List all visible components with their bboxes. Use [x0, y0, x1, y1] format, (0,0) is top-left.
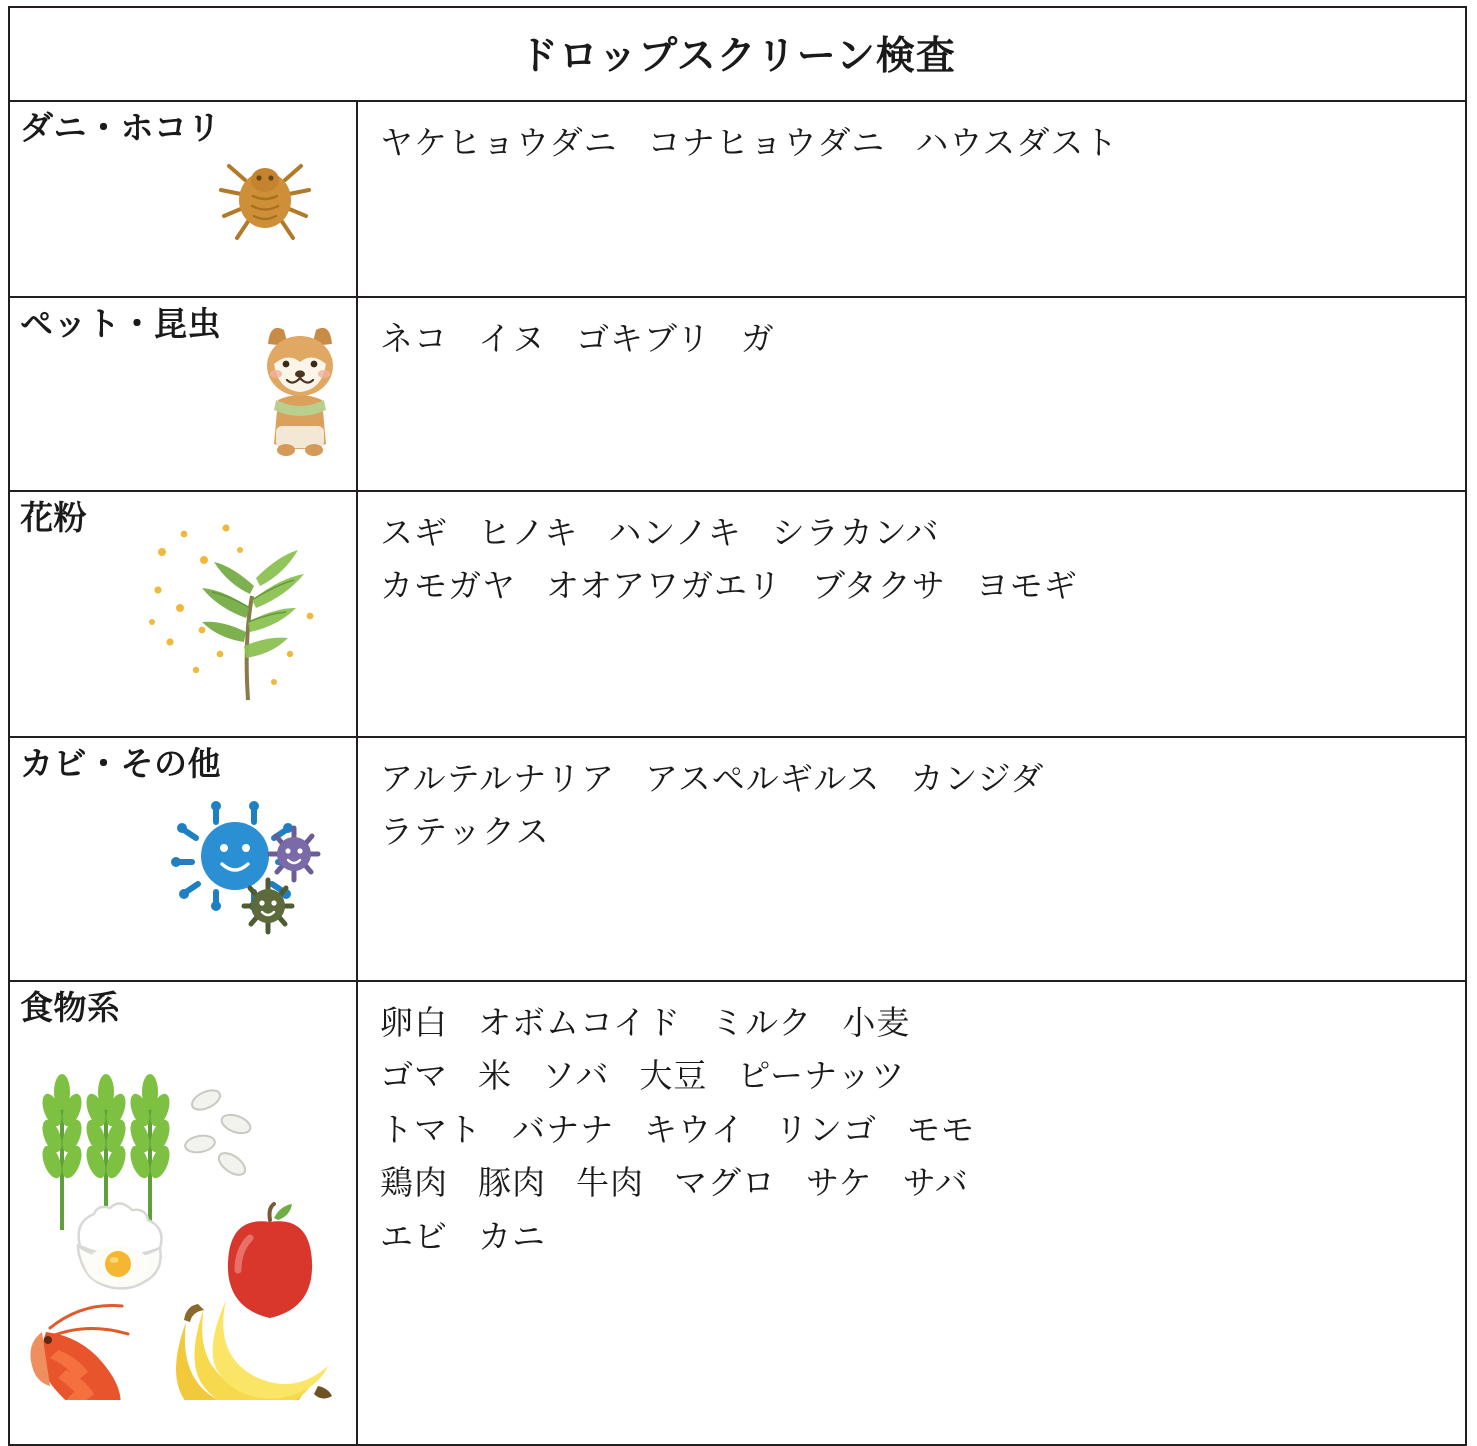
item-label: オオアワガエリ [546, 567, 783, 605]
item-line [380, 996, 1465, 1049]
drop-screen-test-table [8, 6, 1467, 1446]
item-label: トマト [380, 1110, 482, 1148]
item-label: ハウスダスト [915, 124, 1119, 161]
item-line [380, 1210, 1465, 1263]
item-line [380, 1156, 1465, 1209]
item-label: ソバ [542, 1057, 610, 1095]
food-icon [10, 1040, 358, 1400]
item-label: ミルク [711, 1004, 813, 1041]
table-row-pet-insect [9, 297, 1466, 491]
category-cell-food [9, 981, 357, 1445]
item-line [380, 116, 1465, 169]
item-label: ピーナッツ [737, 1057, 906, 1095]
item-label: 大豆 [639, 1057, 708, 1095]
table-row-food [9, 981, 1466, 1445]
document-page [0, 6, 1477, 1377]
mite-icon [215, 150, 325, 250]
item-line [380, 506, 1465, 559]
item-line [380, 805, 1465, 858]
items-cell-mite-dust [357, 101, 1466, 297]
item-label: アスペルギルス [645, 760, 881, 797]
item-line [380, 752, 1465, 805]
item-label: ハンノキ [608, 514, 742, 551]
item-line [380, 1049, 1465, 1102]
item-label: ガ [740, 320, 775, 357]
item-line [380, 559, 1465, 612]
item-label: キウイ [644, 1110, 746, 1148]
item-label: カニ [478, 1217, 546, 1255]
item-label: 卵白 [380, 1004, 448, 1041]
category-cell-mold-other [9, 737, 357, 981]
item-label: カモガヤ [380, 567, 516, 605]
category-label-pollen: 花粉 [20, 499, 87, 536]
item-label: イヌ [478, 320, 546, 357]
category-label-food: 食物系 [20, 989, 121, 1026]
table-title-row [9, 7, 1466, 101]
item-label: スギ [380, 514, 448, 551]
item-label: バナナ [512, 1110, 614, 1148]
item-line [380, 312, 1465, 365]
item-label: 米 [478, 1057, 512, 1095]
item-label: 牛肉 [576, 1164, 644, 1202]
item-label: カンジダ [910, 760, 1045, 797]
category-label-mite-dust: ダニ・ホコリ [20, 109, 221, 146]
pollen-plant-icon [140, 504, 350, 704]
item-label: 鶏肉 [380, 1164, 448, 1202]
item-label: シラカンバ [771, 514, 940, 551]
table-row-pollen [9, 491, 1466, 737]
item-label: 小麦 [842, 1004, 911, 1041]
table-row-mold-other [9, 737, 1466, 981]
dog-icon [250, 308, 350, 458]
item-label: ヒノキ [478, 514, 579, 551]
item-label: ヨモギ [975, 567, 1078, 605]
item-label: マグロ [674, 1164, 776, 1202]
item-label: アルテルナリア [380, 760, 616, 797]
item-label: サケ [806, 1164, 873, 1202]
item-label: サバ [902, 1164, 969, 1202]
item-label: 豚肉 [478, 1164, 546, 1202]
category-label-mold-other: カビ・その他 [20, 745, 221, 782]
category-label-pet-insect: ペット・昆虫 [20, 305, 221, 342]
item-label: ゴマ [380, 1057, 448, 1095]
category-cell-pet-insect [9, 297, 357, 491]
items-cell-pet-insect [357, 297, 1466, 491]
item-label: コナヒョウダニ [647, 124, 886, 161]
table-row-mite-dust [9, 101, 1466, 297]
item-label: ゴキブリ [576, 320, 711, 357]
item-label: リンゴ [775, 1110, 878, 1148]
items-cell-mold-other [357, 737, 1466, 981]
item-label: オボムコイド [478, 1004, 682, 1041]
item-line [380, 1103, 1465, 1156]
items-cell-food [357, 981, 1466, 1445]
microbe-icon [170, 800, 340, 940]
item-label: モモ [907, 1110, 976, 1148]
item-label: ネコ [380, 320, 448, 357]
items-cell-pollen [357, 491, 1466, 737]
category-cell-mite-dust [9, 101, 357, 297]
category-cell-pollen [9, 491, 357, 737]
page-title: ドロップスクリーン検査 [9, 7, 1466, 101]
item-label: ブタクサ [812, 567, 946, 605]
item-label: ラテックス [380, 813, 550, 851]
item-label: ヤケヒョウダニ [380, 124, 618, 161]
item-label: エビ [380, 1217, 448, 1255]
